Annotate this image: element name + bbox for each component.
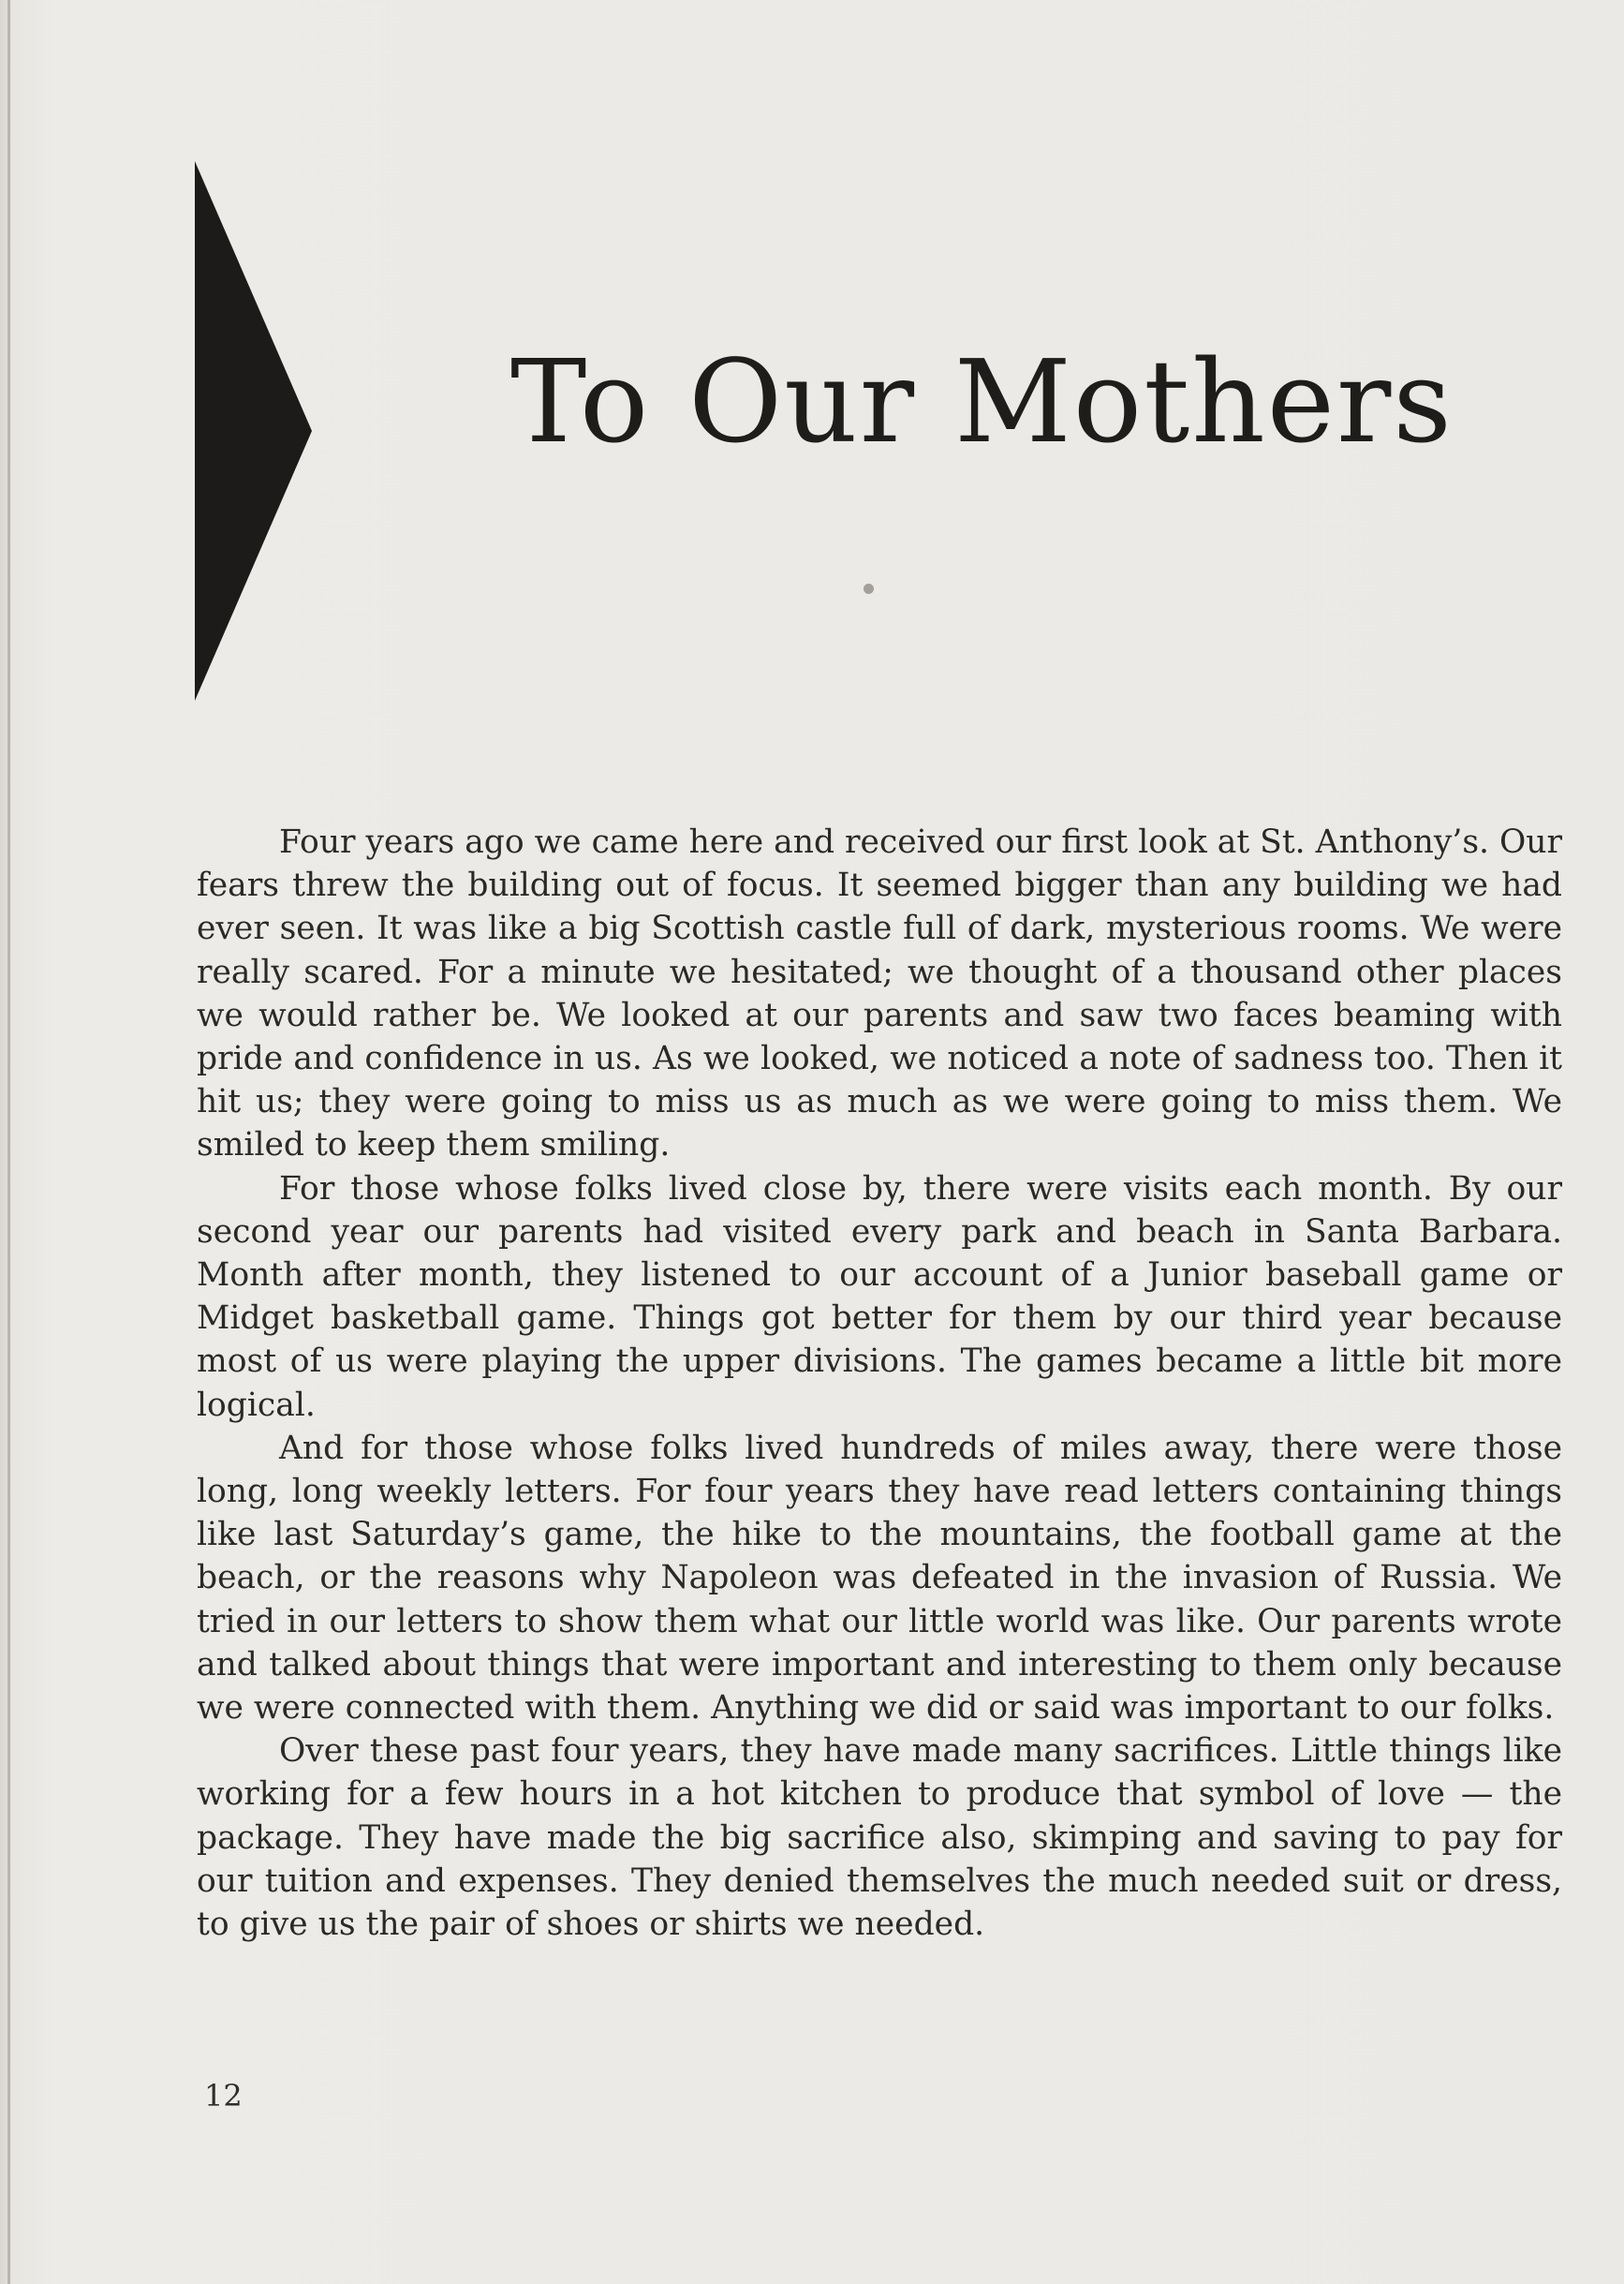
paragraph: Over these past four years, they have made many sacrifices. Little things like working for a few hours in a hot kitchen to produce that symbol of love — the package. They have made the big sacrifice also, skimping and saving to pay for our tuition and expenses. They denied themselves the much needed suit or dress, to give us the pair of shoes or shirts we needed. [197, 1732, 1562, 1944]
article-body [197, 821, 1562, 1946]
paragraph: For those whose folks lived close by, there were visits each month. By our second year our parents had visited every park and beach in Santa Barbara. Month after month, they listened to our account of a Junior baseball game or Midget basketball game. Things got better for them by our third year because most of us were playing the upper divisions. The games became a little bit more logical. [197, 1169, 1562, 1424]
page-title: To Our Mothers [510, 335, 1454, 468]
arrow-ornament-icon [195, 161, 312, 701]
paragraph: Four years ago we came here and received our first look at St. Anthony’s. Our fears threw the building out of focus. It seemed bigger than any building we had ever seen. It was like a big Scottish castle full of dark, mysterious rooms. We were really scared. For a minute we hesitated; we thought of a thousand other places we would rather be. We looked at our parents and saw two faces beaming with pride and confidence in us. As we looked, we noticed a note of sadness too. Then it hit us; they were going to miss us as much as we were going to miss them. We smiled to keep them smiling. [197, 823, 1562, 1164]
ornament-dot [864, 584, 874, 594]
page-number: 12 [204, 2078, 243, 2113]
binding-edge [7, 0, 10, 2284]
paragraph: And for those whose folks lived hundreds of miles away, there were those long, long weekly letters. For four years they have read letters containing things like last Saturday’s game, the hike to the mountains, the football game at the beach, or the reasons why Napoleon was defeated in the invasion of Russia. We tried in our letters to show them what our little world was like. Our parents wrote and talked about things that were important and interesting to them only because we were connected with them. Anything we did or said was important to our folks. [197, 1429, 1562, 1728]
